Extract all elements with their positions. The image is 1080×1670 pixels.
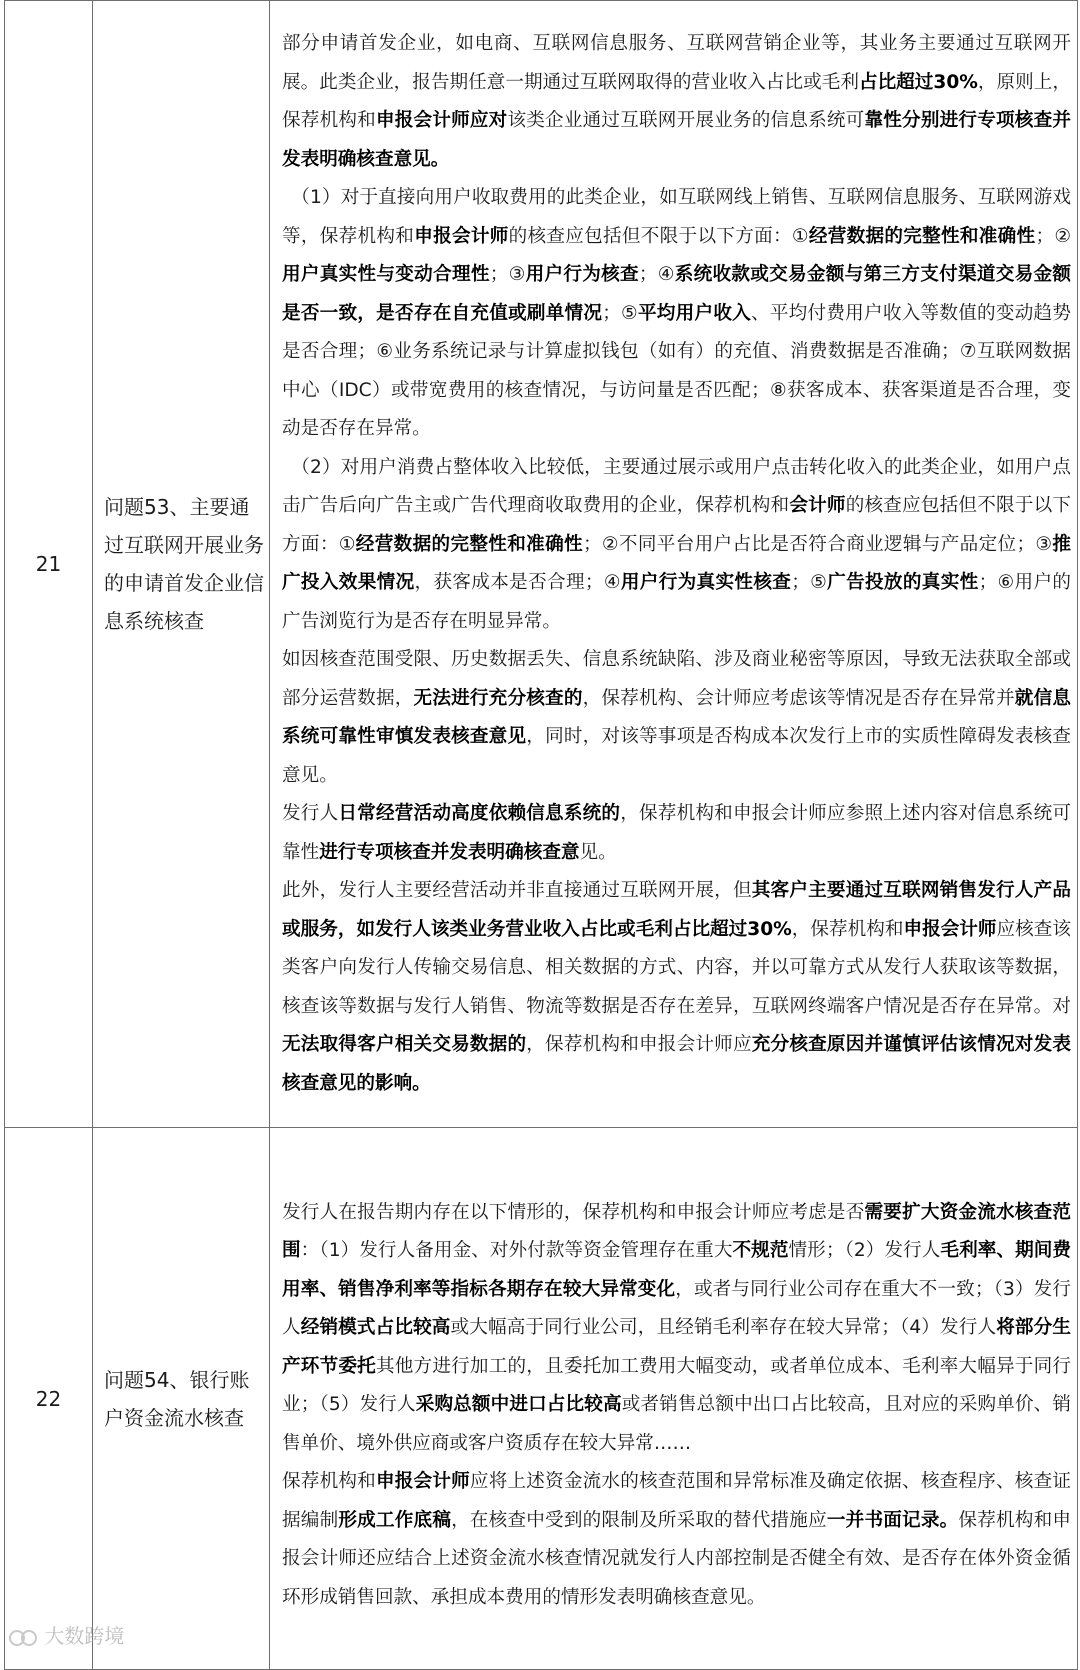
text-segment: ；④ — [638, 264, 675, 285]
text-segment: ；⑤ — [602, 302, 638, 324]
text-segment: ；② — [1035, 225, 1071, 247]
text-segment: ；②不同平台用户占比是否符合商业逻辑与产品定位；③ — [582, 533, 1053, 555]
bold-text: 经销模式占比较高 — [300, 1317, 451, 1339]
content-table — [4, 0, 1078, 1670]
bold-text: 申报会计师 — [375, 1471, 470, 1493]
text-segment: 此外，发行人主要经营活动并非直接通过互联网开展，但 — [282, 880, 752, 901]
text-segment: ，获客成本是否合理；④ — [414, 572, 621, 593]
bold-text: 平均用户收入 — [637, 302, 751, 324]
text-segment: ，保荐机构和申报会计师应参照上述内容对信息系统可靠性 — [282, 803, 1071, 863]
bold-text: 会计师 — [789, 495, 846, 516]
text-segment: 情形；（2）发行人 — [788, 1240, 941, 1262]
bold-text: 日常经营活动高度依赖信息系统的 — [338, 803, 621, 824]
paragraph — [282, 795, 1071, 872]
bold-text: 一并书面记录。 — [826, 1509, 959, 1531]
text-segment: 如因核查范围受限、历史数据丢失、信息系统缺陷、涉及商业秘密等原因，导致无法获取全部或部分运营数据， — [282, 649, 1071, 709]
text-segment: 此类企业，报告期任意一期通过互联网取得的营业收入占比或毛利 — [319, 71, 859, 93]
bold-text: 无法进行充分核查的 — [413, 687, 583, 709]
text-segment: 保荐机构和申报会计师还应结合上述资金流水核查情况就发行人内部控制是否健全有效、是否存在体外资金循环形成销售回款、承担成本费用的情形发表明确核查意见。 — [282, 1509, 1071, 1608]
table-row-22 — [5, 1128, 1078, 1670]
paragraph — [282, 1463, 1071, 1617]
bold-text: 经营数据的完整性和准确性 — [808, 225, 1036, 247]
text-segment: ，同时，对该等事项是否构成本次发行上市的实质性障碍发表核查意见。 — [282, 726, 1071, 786]
bold-text: 申报会计师 — [414, 225, 509, 247]
bold-text: 系统收款或交易金额与第三方支付渠道交易金额是否一致，是否存在自充值或刷单情况 — [282, 264, 1071, 324]
text-segment: 发行人在报告期内存在以下情形的，保荐机构和申报会计师应考虑是否 — [282, 1201, 865, 1223]
text-segment: 见。 — [579, 841, 617, 863]
paragraph — [282, 872, 1071, 1103]
bold-text: 就信息系统可靠性审慎发表核查意见 — [282, 687, 1071, 747]
row-content-cell — [270, 1128, 1078, 1670]
row-topic-cell: 问题54、银行账户资金流水核查 — [93, 1128, 270, 1670]
text-segment: ，保荐机构、会计师应考虑该等情况是否存在异常并 — [582, 687, 1015, 709]
paragraph — [282, 449, 1071, 642]
text-segment: 的核查应包括但不限于以下方面：① — [508, 225, 809, 247]
text-segment: ，在核查中受到的限制及所采取的替代措施应 — [451, 1509, 827, 1531]
text-segment: 、平均付费用户收入等数值的变动趋势是否合理；⑥业务系统记录与计算虚拟钱包（如有）的充值、消费数据是否准确；⑦互联网数据中心（IDC）或带宽费用的核查情况，与访问量是否匹配；⑧获客成本、获客渠道是否合理，变动是否存在异常。 — [282, 302, 1071, 439]
text-segment: 其他方进行加工的，且委托加工费用大幅变动，或者单位成本、毛利率大幅异于同行业；（5）发行人 — [282, 1355, 1071, 1416]
text-segment: ，保荐机构和 — [791, 918, 904, 940]
text-segment: 该类企业通过互联网开展业务的信息系统可 — [507, 110, 865, 131]
paragraph — [282, 641, 1071, 795]
watermark-logo-icon — [8, 1627, 38, 1649]
bold-text: 其客户主要通过互联网销售发行人产品或服务，如发行人该类业务营业收入占比或毛利占比超过30% — [282, 880, 1071, 940]
text-segment: ；⑤ — [791, 572, 828, 593]
text-segment: ：（1）发行人备用金、对外付款等资金管理存在重大 — [300, 1240, 733, 1262]
text-segment: ；⑥用户的广告浏览行为是否存在明显异常。 — [282, 572, 1071, 632]
bold-text: 进行专项核查并发表明确核查意 — [319, 841, 580, 863]
bold-text: 无法取得客户相关交易数据的 — [282, 1034, 527, 1055]
bold-text: 充分核查原因并谨慎评估该情况对发表核查意见的影响。 — [282, 1034, 1071, 1094]
bold-text: 申报会计师应对 — [375, 110, 508, 131]
text-segment: ，原则上，保荐机构和 — [282, 71, 1071, 131]
watermark — [8, 1620, 124, 1649]
bold-text: 形成工作底稿 — [338, 1509, 452, 1531]
text-segment: 或大幅高于同行业公司，且经销毛利率存在较大异常；（4）发行人 — [450, 1317, 997, 1339]
bold-text: 推广投入效果情况 — [282, 533, 1071, 593]
row-number-cell: 22 — [5, 1128, 93, 1670]
bold-text: 申报会计师 — [903, 918, 997, 940]
text-segment: （2）对用户消费占整体收入比较低，主要通过展示或用户点击转化收入的此类企业，如用户点击广告后向广告主或广告代理商收取费用的企业，保荐机构和 — [282, 456, 1071, 516]
text-segment: ，或者与同行业公司存在重大不一致；（3）发行人 — [282, 1278, 1071, 1339]
paragraph — [282, 1194, 1071, 1464]
text-segment: （1）对于直接向用户收取费用的此类企业，如互联网线上销售、互联网信息服务、互联网游戏等，保荐机构和 — [282, 187, 1071, 247]
bold-text: 用户行为真实性核查 — [620, 572, 792, 593]
bold-text: 用户真实性与变动合理性 — [282, 264, 490, 285]
bold-text: 需要扩大资金流水核查范围 — [282, 1201, 1071, 1262]
text-segment: 应核查该类客户向发行人传输交易信息、相关数据的方式、内容，并以可靠方式从发行人获取该等数据，核查该等数据与发行人销售、物流等数据是否存在差异，互联网终端客户情况是否存在异常。 — [282, 918, 1071, 1017]
table-row-21 — [5, 1, 1078, 1128]
text-segment: 或者销售总额中出口占比较高，且对应的采购单价、销售单价、境外供应商或客户资质存在较大异常…… — [282, 1394, 1071, 1454]
text-segment: ；③ — [489, 264, 526, 285]
row-topic-cell: 问题53、主要通过互联网开展业务的申请首发企业信息系统核查 — [93, 1, 270, 1128]
bold-text: 经营数据的完整性和准确性 — [355, 533, 583, 555]
bold-text: 广告投放的真实性 — [827, 572, 979, 593]
bold-text: 占比超过30% — [858, 71, 978, 93]
bold-text: 毛利率、期间费用率、销售净利率等指标各期存在较大异常变化 — [282, 1240, 1071, 1300]
bold-text: 靠性分别进行专项核查并发表明确核查意见。 — [282, 110, 1071, 170]
text-segment: 部分申请首发企业，如电商、互联网信息服务、互联网营销企业等，其业务主要通过互联网开展。 — [282, 33, 1071, 93]
row-content-cell — [270, 1, 1078, 1128]
bold-text: 用户行为核查 — [525, 264, 639, 285]
bold-text: 不规范 — [732, 1240, 789, 1262]
watermark-text: 大数跨境 — [44, 1624, 125, 1648]
bold-text: 将部分生产环节委托 — [282, 1317, 1071, 1377]
text-segment: 应将上述资金流水的核查范围和异常标准及确定依据、核查程序、核查证据编制 — [282, 1471, 1071, 1531]
paragraph — [282, 25, 1071, 179]
text-segment: ，保荐机构和申报会计师应 — [526, 1034, 752, 1055]
text-segment: 对 — [1052, 995, 1071, 1017]
paragraph — [282, 179, 1071, 449]
text-segment: 保荐机构和 — [282, 1471, 376, 1493]
text-segment: 发行人 — [282, 803, 339, 824]
bold-text: 采购总额中进口占比较高 — [415, 1394, 622, 1416]
row-number-cell: 21 — [5, 1, 93, 1128]
text-segment: 的核查应包括但不限于以下方面：① — [282, 495, 1071, 555]
